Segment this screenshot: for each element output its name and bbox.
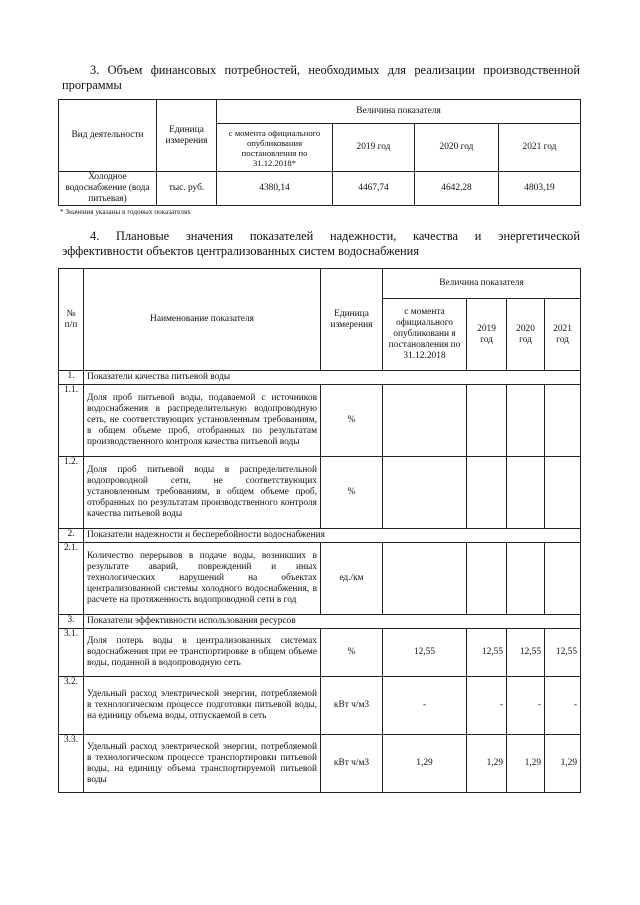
indicators-table: [58, 268, 581, 793]
row-number: 1.1.: [59, 385, 84, 457]
section-title: Показатели качества питьевой воды: [84, 371, 581, 385]
indicator-name: Доля проб питьевой воды в распределительной водопроводной сети, не соответствующих установленным требованиям, в общем объеме проб, отобранных по результатам производственного контроля качества питьевой воды: [84, 457, 321, 529]
table-row: [59, 735, 581, 793]
row-2019: 12,55: [467, 629, 507, 677]
row-2020: 1,29: [507, 735, 545, 793]
row-unit: кВт ч/м3: [321, 677, 383, 735]
row-2020: 4642,28: [415, 172, 499, 206]
row-2021: [545, 457, 581, 529]
table-row: [59, 457, 581, 529]
col-name: Наименование показателя: [84, 269, 321, 371]
col-since: с момента официального опубликования постановления по 31.12.2018*: [217, 124, 333, 172]
row-2020: [507, 543, 545, 615]
financial-needs-table: [58, 99, 581, 206]
row-unit: %: [321, 457, 383, 529]
row-number: 3.1.: [59, 629, 84, 677]
col-since: с момента официального опубликовани я постановления по 31.12.2018: [383, 299, 467, 371]
section-row: [59, 371, 581, 385]
row-number: 3.3.: [59, 735, 84, 793]
row-since: -: [383, 677, 467, 735]
indicator-name: Доля проб питьевой воды, подаваемой с источников водоснабжения в распределительную водопроводную сеть, не соответствующих установленным требованиям, в общем объеме проб, отобранных по результатам производственного контроля качества питьевой воды: [84, 385, 321, 457]
row-unit: %: [321, 629, 383, 677]
section4-title-line1: 4. Плановые значения показателей надежности, качества и энергетической: [90, 229, 580, 243]
row-unit: %: [321, 385, 383, 457]
table-row: [59, 172, 581, 206]
row-number: 2.1.: [59, 543, 84, 615]
section4-title-line2: эффективности объектов централизованных систем водоснабжения: [62, 244, 420, 258]
row-since: 4380,14: [217, 172, 333, 206]
table-row: [59, 385, 581, 457]
row-since: 12,55: [383, 629, 467, 677]
row-unit: ед./км: [321, 543, 383, 615]
indicator-name: Доля потерь воды в централизованных системах водоснабжения при ее транспортировке в общем объеме воды, поданной в водопроводную сеть: [84, 629, 321, 677]
row-2021: [545, 385, 581, 457]
table-header-row: [59, 269, 581, 299]
row-2020: -: [507, 677, 545, 735]
col-value: Величина показателя: [383, 269, 581, 299]
row-2020: [507, 457, 545, 529]
row-2020: [507, 385, 545, 457]
col-unit: Единица измерения: [157, 100, 217, 172]
col-value: Величина показателя: [217, 100, 581, 124]
row-2021: 1,29: [545, 735, 581, 793]
row-number: 3.: [59, 615, 84, 629]
row-2019: [467, 543, 507, 615]
row-since: [383, 457, 467, 529]
table-row: [59, 677, 581, 735]
footnote: * Значения указаны в годовых показателях: [60, 208, 191, 216]
row-2019: -: [467, 677, 507, 735]
row-2021: 4803,19: [499, 172, 581, 206]
indicator-name: Количество перерывов в подаче воды, возникших в результате аварий, повреждений и иных технологических нарушений на объектах централизованной системы холодного водоснабжения, в расчете на протяженность водопроводной сети в год: [84, 543, 321, 615]
row-number: 3.2.: [59, 677, 84, 735]
col-2019: 2019 год: [333, 124, 415, 172]
section-title: Показатели эффективности использования ресурсов: [84, 615, 581, 629]
row-since: [383, 543, 467, 615]
row-activity: Холодное водоснабжение (вода питьевая): [59, 172, 157, 206]
row-unit: кВт ч/м3: [321, 735, 383, 793]
row-2019: [467, 457, 507, 529]
row-unit: тыс. руб.: [157, 172, 217, 206]
row-number: 1.2.: [59, 457, 84, 529]
col-2020: 2020 год: [507, 299, 545, 371]
section-row: [59, 615, 581, 629]
col-unit: Единица измерения: [321, 269, 383, 371]
section3-title: [62, 63, 580, 93]
row-2019: [467, 385, 507, 457]
section3-title-line2: программы: [62, 78, 122, 92]
row-2021: 12,55: [545, 629, 581, 677]
row-number: 1.: [59, 371, 84, 385]
row-2019: 4467,74: [333, 172, 415, 206]
table-row: [59, 629, 581, 677]
row-2021: -: [545, 677, 581, 735]
row-number: 2.: [59, 529, 84, 543]
row-since: 1,29: [383, 735, 467, 793]
row-2021: [545, 543, 581, 615]
col-2019: 2019 год: [467, 299, 507, 371]
col-no: № п/п: [59, 269, 84, 371]
section-title: Показатели надежности и бесперебойности водоснабжения: [84, 529, 581, 543]
indicator-name: Удельный расход электрической энергии, потребляемой в технологическом процессе транспортировки питьевой воды, на единицу объема транспортируемой питьевой воды: [84, 735, 321, 793]
col-2021: 2021 год: [545, 299, 581, 371]
row-2020: 12,55: [507, 629, 545, 677]
section3-title-line1: 3. Объем финансовых потребностей, необходимых для реализации производственной: [90, 63, 580, 77]
table-row: [59, 543, 581, 615]
section4-title: [62, 229, 580, 259]
col-2021: 2021 год: [499, 124, 581, 172]
table-header-row: [59, 100, 581, 124]
col-2020: 2020 год: [415, 124, 499, 172]
row-2019: 1,29: [467, 735, 507, 793]
row-since: [383, 385, 467, 457]
indicator-name: Удельный расход электрической энергии, потребляемой в технологическом процессе подготовки питьевой воды, на единицу объема воды, отпускаемой в сеть: [84, 677, 321, 735]
section-row: [59, 529, 581, 543]
col-activity: Вид деятельности: [59, 100, 157, 172]
